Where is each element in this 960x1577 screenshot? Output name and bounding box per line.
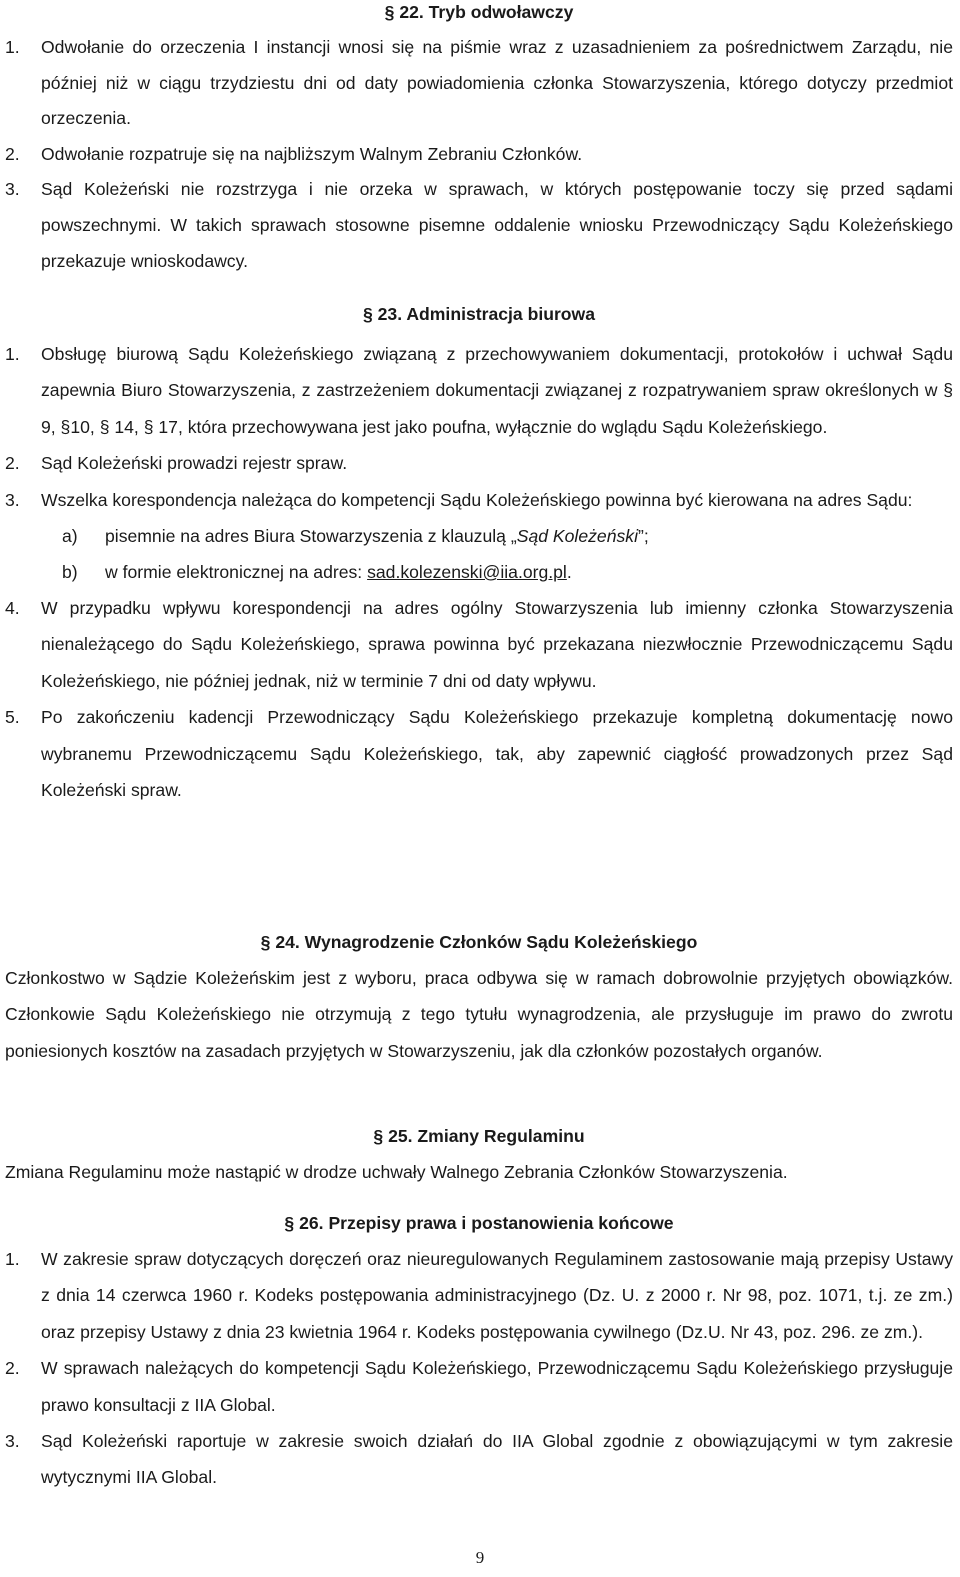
s23-item-2 xyxy=(5,445,953,481)
subitem-letter: a) xyxy=(62,526,78,547)
item-text: Sąd Koleżeński prowadzi rejestr spraw. xyxy=(41,453,348,474)
s22-item-3 xyxy=(5,172,953,279)
item-text: W zakresie spraw dotyczących doręczeń oraz nieuregulowanych Regulaminem zastosowanie mają przepisy Ustawy z dnia 14 czerwca 1960 r. Kodeks postępowania administracyjnego (Dz. U. z 2000 r. Nr 98, poz. 1071, t.j. ze zm.) oraz przepisy Ustawy z dnia 23 kwietnia 1964 r. Kodeks postępowania cywilnego (Dz.U. Nr 43, poz. 296. ze zm.). xyxy=(41,1249,953,1342)
subitem-text: pisemnie na adres Biura Stowarzyszenia z klauzulą „ xyxy=(105,526,517,547)
item-number: 3. xyxy=(5,179,20,200)
section-23 xyxy=(5,302,953,808)
s23-subitem-a xyxy=(5,518,953,554)
item-text: W sprawach należących do kompetencji Sądu Koleżeńskiego, Przewodniczącemu Sądu Koleżeńskiego przysługuje prawo konsultacji z IIA Global. xyxy=(41,1358,953,1415)
section-22-heading: § 22. Tryb odwoławczy xyxy=(384,2,574,22)
item-text: Odwołanie rozpatruje się na najbliższym Walnym Zebraniu Członków. xyxy=(41,143,583,164)
s23-subitem-b xyxy=(5,554,953,590)
s22-item-1 xyxy=(5,30,953,137)
s26-item-2 xyxy=(5,1350,953,1423)
item-text: Obsługę biurową Sądu Koleżeńskiego związaną z przechowywaniem dokumentacji, protokołów i uchwał Sądu zapewnia Biuro Stowarzyszenia, z zastrzeżeniem dokumentacji związanej z rozpatrywaniem spraw określonych w § 9, §10, § 14, § 17, która przechowywana jest jako poufna, wyłącznie do wglądu Sądu Koleżeńskiego. xyxy=(41,344,953,437)
s22-item-2 xyxy=(5,137,953,173)
section-26-heading: § 26. Przepisy prawa i postanowienia końcowe xyxy=(284,1213,674,1233)
subitem-text: w formie elektronicznej na adres: xyxy=(105,562,368,583)
item-number: 2. xyxy=(5,1358,20,1379)
item-number: 3. xyxy=(5,489,20,510)
section-26 xyxy=(5,1211,953,1496)
subitem-letter: b) xyxy=(62,562,78,583)
section-22 xyxy=(5,0,953,280)
s23-item-4 xyxy=(5,590,953,699)
item-number: 3. xyxy=(5,1431,20,1452)
subitem-text-end: ”; xyxy=(637,526,649,547)
s25-paragraph: Zmiana Regulaminu może nastąpić w drodze uchwały Walnego Zebrania Członków Stowarzyszenia. xyxy=(5,1162,788,1182)
s23-item-3 xyxy=(5,482,953,518)
section-23-heading: § 23. Administracja biurowa xyxy=(362,304,596,324)
section-24-heading: § 24. Wynagrodzenie Członków Sądu Koleżeńskiego xyxy=(260,932,698,952)
item-number: 1. xyxy=(5,37,20,57)
item-number: 1. xyxy=(5,344,20,364)
s23-item-1 xyxy=(5,336,953,445)
s26-item-3 xyxy=(5,1423,953,1496)
s24-paragraph: Członkostwo w Sądzie Koleżeńskim jest z wyboru, praca odbywa się w ramach dobrowolnie przyjętych obowiązków. Członkowie Sądu Koleżeńskiego nie otrzymują z tego tytułu wynagrodzenia, ale przysługuje im prawo do zwrotu poniesionych kosztów na zasadach przyjętych w Stowarzyszeniu, jak dla członków pozostałych organów. xyxy=(5,968,953,1061)
item-number: 4. xyxy=(5,598,20,619)
clause-name: Sąd Koleżeński xyxy=(516,526,638,547)
item-text: Sąd Koleżeński raportuje w zakresie swoich działań do IIA Global zgodnie z obowiązującymi w tym zakresie wytycznymi IIA Global. xyxy=(41,1431,953,1488)
section-24 xyxy=(5,930,953,1069)
item-text: Wszelka korespondencja należąca do kompetencji Sądu Koleżeńskiego powinna być kierowana na adres Sądu: xyxy=(41,489,913,510)
page-number: 9 xyxy=(475,1548,485,1567)
item-text: W przypadku wpływu korespondencji na adres ogólny Stowarzyszenia lub imienny członka Stowarzyszenia nienależącego do Sądu Koleżeńskiego, sprawa powinna być przekazana niezwłocznie Przewodniczącemu Sądu Koleżeńskiego, nie później jednak, niż w terminie 7 dni od daty wpływu. xyxy=(41,598,953,691)
email-link[interactable]: sad.kolezenski@iia.org.pl xyxy=(367,562,567,583)
item-text: Po zakończeniu kadencji Przewodniczący Sądu Koleżeńskiego przekazuje kompletną dokumentację nowo wybranemu Przewodniczącemu Sądu Koleżeńskiego, tak, aby zapewnić ciągłość prowadzonych przez Sąd Koleżeński spraw. xyxy=(41,707,953,801)
item-number: 5. xyxy=(5,707,20,728)
subitem-text-end: . xyxy=(566,562,572,583)
section-25 xyxy=(5,1124,953,1190)
s26-item-1 xyxy=(5,1241,953,1350)
item-text: Odwołanie do orzeczenia I instancji wnosi się na piśmie wraz z uzasadnieniem za pośrednictwem Zarządu, nie później niż w ciągu trzydziestu dni od daty powiadomienia członka Stowarzyszenia, którego dotyczy przedmiot orzeczenia. xyxy=(41,37,953,128)
item-number: 2. xyxy=(5,143,20,164)
s23-item-5 xyxy=(5,699,953,808)
section-25-heading: § 25. Zmiany Regulaminu xyxy=(373,1126,585,1146)
item-number: 1. xyxy=(5,1249,20,1269)
item-number: 2. xyxy=(5,453,20,474)
item-text: Sąd Koleżeński nie rozstrzyga i nie orzeka w sprawach, w których postępowanie toczy się przed sądami powszechnymi. W takich sprawach stosowne pisemne oddalenie wniosku Przewodniczący Sądu Koleżeńskiego przekazuje wnioskodawcy. xyxy=(41,179,953,271)
